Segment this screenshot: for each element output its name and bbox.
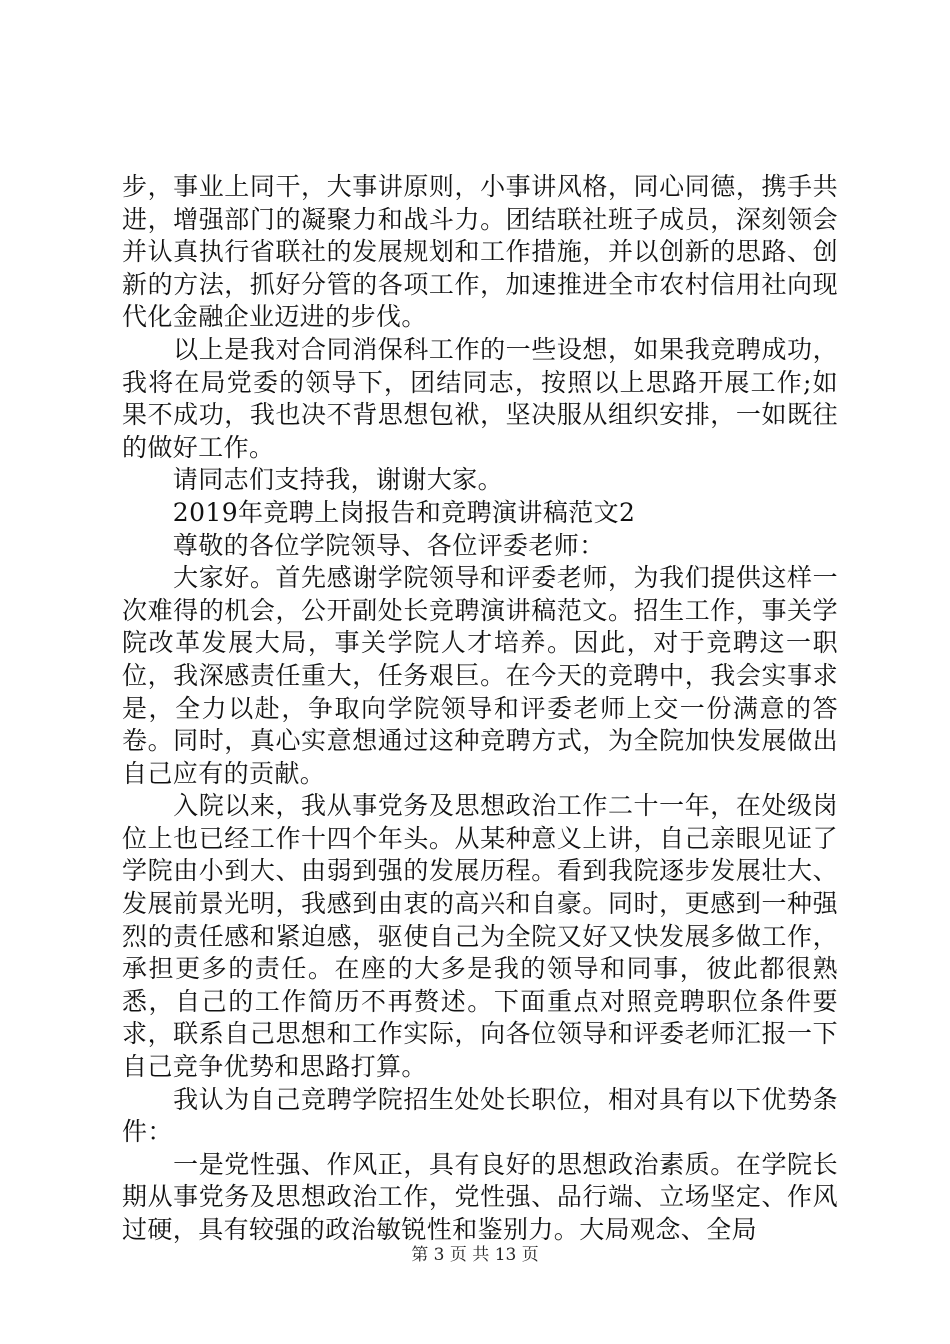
paragraph-experience: 入院以来，我从事党务及思想政治工作二十一年，在处级岗位上也已经工作十四个年头。从某种意义上讲，自己亲眼见证了学院由小到大、由弱到强的发展历程。看到我院逐步发展壮大、发展前景光明，我感到由衷的高兴和自豪。同时，更感到一种强烈的责任感和紧迫感，驱使自己为全院又好又快发展多做工作，承担更多的责任。在座的大多是我的领导和同事，彼此都很熟悉，自己的工作简历不再赘述。下面重点对照竞聘职位条件要求，联系自己思想和工作实际，向各位领导和评委老师汇报一下自己竞争优势和思路打算。 bbox=[122, 791, 838, 1082]
paragraph-salutation: 尊敬的各位学院领导、各位评委老师： bbox=[122, 530, 605, 560]
page-number-footer: 第 3 页 共 13 页 bbox=[411, 1245, 539, 1265]
paragraph-advantage-one: 一是党性强、作风正，具有良好的思想政治素质。在学院长期从事党务及思想政治工作，党性强、品行端、立场坚定、作风过硬，具有较强的政治敏锐性和鉴别力。大局观念、全局 bbox=[122, 1149, 838, 1244]
paragraph-section-heading: 2019年竞聘上岗报告和竞聘演讲稿范文2 bbox=[122, 497, 636, 527]
paragraph-continuation: 步，事业上同干，大事讲原则，小事讲风格，同心同德，携手共进，增强部门的凝聚力和战斗力。团结联社班子成员，深刻领会并认真执行省联社的发展规划和工作措施，并以创新的思路、创新的方法，抓好分管的各项工作，加速推进全市农村信用社向现代化金融企业迈进的步伐。 bbox=[122, 172, 838, 332]
paragraph-greeting: 大家好。首先感谢学院领导和评委老师，为我们提供这样一次难得的机会，公开副处长竞聘演讲稿范文。招生工作，事关学院改革发展大局，事关学院人才培养。因此，对于竞聘这一职位，我深感责任重大，任务艰巨。在今天的竞聘中，我会实事求是，全力以赴，争取向学院领导和评委老师上交一份满意的答卷。同时，真心实意想通过这种竞聘方式，为全院加快发展做出自己应有的贡献。 bbox=[122, 563, 838, 788]
document-body bbox=[122, 171, 838, 1247]
paragraph-contract-work: 以上是我对合同消保科工作的一些设想，如果我竞聘成功，我将在局党委的领导下，团结同志，按照以上思路开展工作;如果不成功，我也决不背思想包袱，坚决服从组织安排，一如既往的做好工作。 bbox=[122, 334, 838, 462]
paragraph-advantages-intro: 我认为自己竞聘学院招生处处长职位，相对具有以下优势条件： bbox=[122, 1084, 838, 1147]
paragraph-thanks: 请同志们支持我，谢谢大家。 bbox=[122, 465, 504, 495]
